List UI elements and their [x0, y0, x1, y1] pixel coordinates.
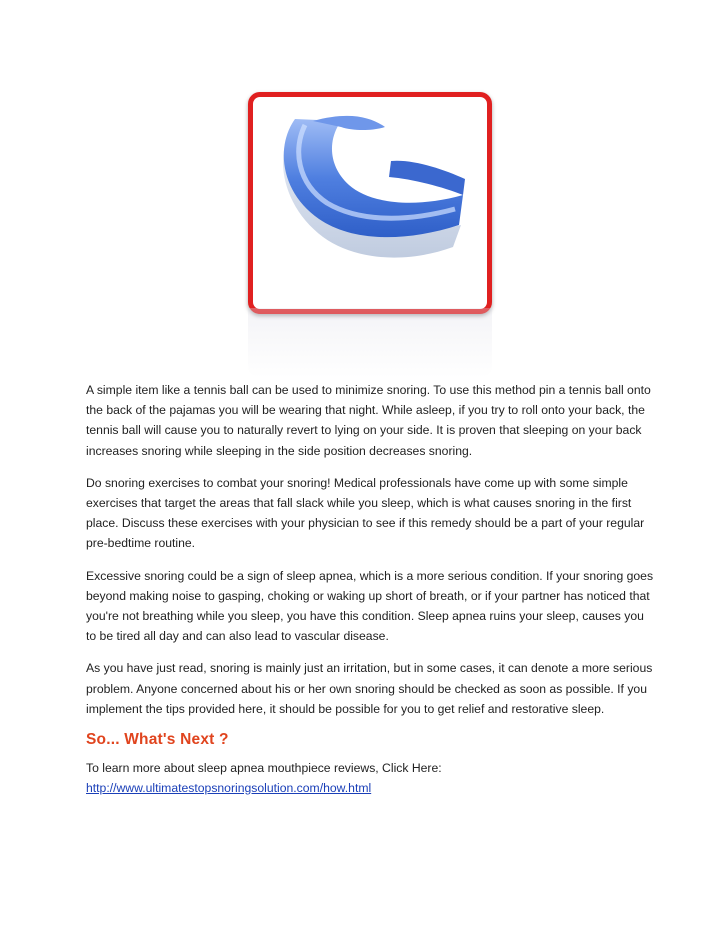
- paragraph-conclusion: As you have just read, snoring is mainly just an irritation, but in some cases, it can denote a more serious problem. Anyone concerned about his or her own snoring should be checked as soon as possible. If you implement the tips provided here, it should be possible for you to get relief and restorative sleep.: [86, 661, 653, 716]
- hero-image-frame: [248, 92, 492, 314]
- paragraph-sleep-apnea: Excessive snoring could be a sign of sleep apnea, which is a more serious condition. If your snoring goes beyond making noise to gasping, choking or waking up short of breath, or if your partner has noticed that you're not breathing while you sleep, you have this condition. Sleep apnea ruins your sleep, causes you to be tired all day and can also lead to vascular disease.: [86, 568, 654, 644]
- mouthguard-image: [253, 97, 487, 309]
- image-reflection: [248, 308, 492, 378]
- reviews-link[interactable]: http://www.ultimatestopsnoringsolution.com/how.html: [86, 781, 372, 796]
- cta-text: To learn more about sleep apnea mouthpiece reviews, Click Here:: [86, 761, 442, 776]
- paragraph-tennis-ball: A simple item like a tennis ball can be used to minimize snoring. To use this method pin a tennis ball onto the back of the pajamas you will be wearing that night. While asleep, if you try to roll onto your back, the tennis ball will cause you to naturally revert to lying on your side. It is proven that sleeping on your back increases snoring while sleeping in the side position decreases snoring.: [86, 383, 651, 458]
- article-body: [86, 380, 656, 798]
- paragraph-exercises: Do snoring exercises to combat your snoring! Medical professionals have come up with some simple exercises that target the areas that fall slack while you sleep, which is what causes snoring in the first place. Discuss these exercises with your physician to see if this remedy should be a part of your regular pre-bedtime routine.: [86, 475, 645, 551]
- section-heading: So... What's Next ?: [86, 731, 229, 749]
